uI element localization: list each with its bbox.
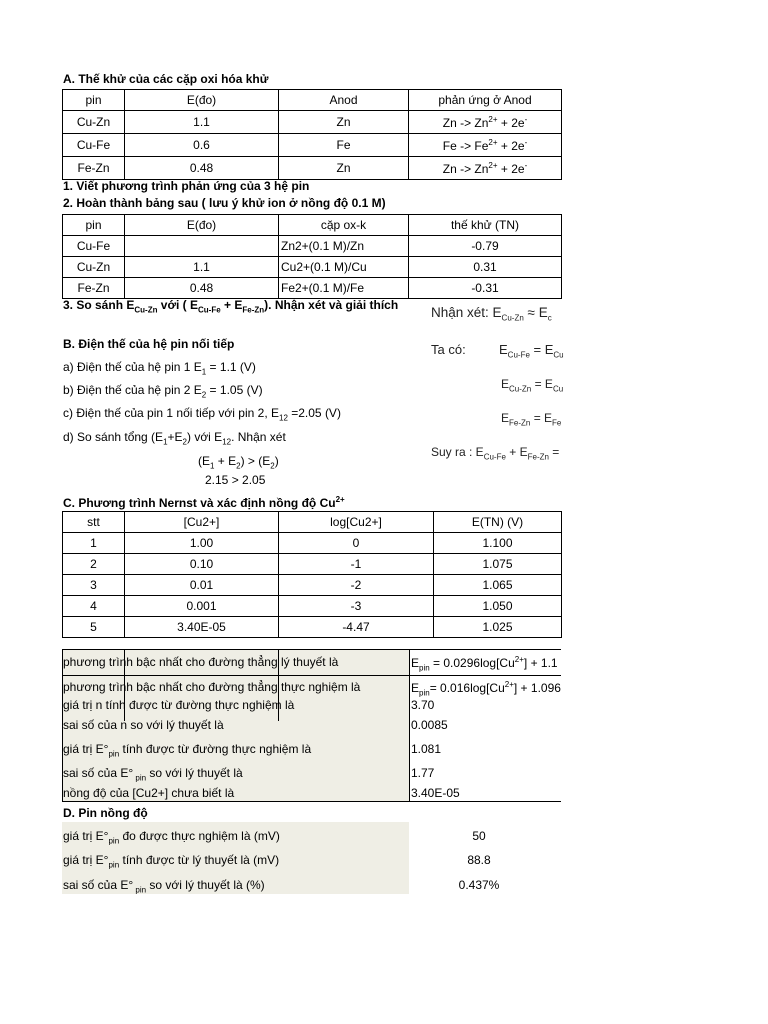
cell-e [125, 236, 279, 257]
column-header: pin [63, 215, 125, 236]
column-header: stt [63, 512, 125, 533]
b-text: c) Điện thế của pin 1 nối tiếp với pin 2, E [63, 406, 279, 420]
rxn-sup: - [524, 137, 528, 147]
rl-text: so với lý thuyết là [146, 766, 243, 780]
result-value: 1.081 [411, 742, 442, 756]
b-item-d [63, 430, 286, 446]
dl-text: đo được thực nghiệm là (mV) [119, 829, 280, 843]
result-label [63, 766, 243, 782]
cell-reaction [409, 111, 562, 134]
ineq-text: ) > (E [240, 454, 271, 468]
column-header: E(đo) [125, 90, 279, 111]
eq-sub: Cu-Zn [509, 384, 532, 394]
suyra-text: + E [505, 445, 528, 459]
rv-text: ] + 1.1 [523, 656, 558, 670]
b-text: ) với E [186, 430, 223, 444]
cell-potential: 0.31 [409, 257, 562, 278]
inequality-1 [198, 454, 279, 470]
b-sub: 2 [182, 437, 187, 447]
eq-text: = E [529, 342, 554, 357]
b-text: . Nhận xét [231, 430, 286, 444]
result-value: 1.77 [411, 766, 435, 780]
b-item-b [63, 383, 263, 399]
eq-sub: Fe [552, 418, 562, 428]
table-c-header [63, 512, 562, 533]
section-a-title: A. Thế khử của các cặp oxi hóa khử [63, 72, 269, 86]
d-value: 88.8 [467, 853, 491, 867]
remark-text: ≈ E [523, 305, 548, 320]
cell-e: 0.48 [125, 278, 279, 299]
cell: -1 [279, 554, 434, 575]
rv-text: E [411, 656, 420, 670]
column-header: [Cu2+] [125, 512, 279, 533]
table-a-header [63, 90, 562, 111]
cell-pair: Cu2+(0.1 M)/Cu [279, 257, 409, 278]
cell-e: 0.48 [125, 157, 279, 180]
cell-anod: Zn [279, 111, 409, 134]
c-title-text: C. Phương trình Nernst và xác định nồng độ Cu [63, 496, 336, 510]
ineq-sub: 2 [270, 461, 275, 471]
column-header: E(TN) (V) [434, 512, 562, 533]
dl-sub: pin [133, 885, 147, 895]
b-sub: 12 [222, 437, 232, 447]
table-c [62, 511, 562, 638]
b-text: d) So sánh tổng (E [63, 430, 164, 444]
result-label [63, 742, 311, 758]
eq-sub: Cu-Fe [507, 350, 530, 360]
cell: -4.47 [279, 617, 434, 638]
result-value: 3.70 [411, 698, 435, 712]
d-value: 50 [472, 829, 486, 843]
q3-text: với ( E [157, 298, 199, 312]
rxn-text: Zn -> Zn [442, 161, 489, 176]
eq-sub: Cu [552, 384, 564, 394]
results-divider [409, 649, 410, 801]
q3-sub: Cu-Zn [134, 305, 158, 315]
b-text: a) Điện thế của hệ pin 1 E [63, 360, 202, 374]
result-label: nồng độ của [Cu2+] chưa biết là [63, 786, 235, 800]
cell: 0 [279, 533, 434, 554]
cell: -2 [279, 575, 434, 596]
result-value: 3.40E-05 [411, 786, 460, 800]
rv-sup: 2+ [504, 680, 514, 689]
dl-sub: pin [108, 836, 120, 846]
eq-cu-fe [499, 342, 564, 360]
cell-pin: Cu-Fe [63, 134, 125, 157]
ineq-sub: 2 [236, 461, 241, 471]
b-item-a [63, 360, 256, 376]
dl-text: giá trị E° [63, 829, 109, 843]
eq-text: = E [531, 377, 553, 391]
suy-ra [431, 445, 559, 461]
rv-sub: pin [419, 688, 430, 698]
cell: 1.075 [434, 554, 562, 575]
cell: 0.001 [125, 596, 279, 617]
cell-potential: -0.79 [409, 236, 562, 257]
d-label [63, 878, 265, 894]
eq-sub: Cu [553, 350, 564, 360]
rv-sup: 2+ [514, 655, 524, 664]
cell-potential: -0.31 [409, 278, 562, 299]
rxn-sup: 2+ [488, 137, 498, 147]
table-row [63, 134, 562, 157]
cell: 5 [63, 617, 125, 638]
q3-text: 3. So sánh E [63, 298, 135, 312]
section-b-title: B. Điện thế của hệ pin nối tiếp [63, 337, 235, 351]
q3-text: ). Nhận xét và giải thích [264, 298, 399, 312]
rl-text: sai số của E° [63, 766, 134, 780]
taco-label: Ta có: [431, 342, 466, 357]
rl-sub: pin [133, 773, 147, 783]
ineq-text: (E [198, 454, 210, 468]
cell-pin: Cu-Zn [63, 257, 125, 278]
cell: 4 [63, 596, 125, 617]
cell-pair: Fe2+(0.1 M)/Fe [279, 278, 409, 299]
b-sub: 2 [201, 390, 207, 400]
cell-e: 0.6 [125, 134, 279, 157]
result-value [411, 680, 561, 697]
b-sub: 1 [163, 437, 168, 447]
b-text: =2.05 (V) [287, 406, 341, 420]
cell-reaction [409, 157, 562, 180]
rl-text: tính được từ đường thực nghiệm là [119, 742, 312, 756]
rxn-text: + 2e [497, 115, 525, 130]
result-label: giá trị n tính được từ đường thực nghiệm là [63, 698, 295, 712]
table-row [63, 617, 562, 638]
d-label [63, 853, 279, 869]
rxn-sup: - [524, 160, 528, 170]
table-row [63, 157, 562, 180]
b-sub: 12 [279, 413, 288, 423]
cell-pin: Cu-Zn [63, 111, 125, 134]
dl-text: so với lý thuyết là (%) [146, 878, 265, 892]
cell: 0.01 [125, 575, 279, 596]
q3-sub: Cu-Fe [198, 305, 221, 315]
ineq-text: ) [274, 454, 279, 468]
cell: 1.025 [434, 617, 562, 638]
table-row [63, 236, 562, 257]
remark-sub: c [547, 313, 552, 323]
result-value: 0.0085 [411, 718, 448, 732]
cell-e: 1.1 [125, 257, 279, 278]
question-2: 2. Hoàn thành bảng sau ( lưu ý khử ion ở nồng độ 0.1 M) [63, 196, 386, 210]
cell-pin: Fe-Zn [63, 278, 125, 299]
result-label: sai số của n so với lý thuyết là [63, 718, 224, 732]
results-top-border [62, 649, 561, 650]
eq-cu-zn [501, 377, 563, 393]
cell: 1.00 [125, 533, 279, 554]
table-a2 [62, 214, 562, 299]
cell-pin: Fe-Zn [63, 157, 125, 180]
b-text: = 1.1 (V) [206, 360, 256, 374]
table-row [63, 554, 562, 575]
b-text: +E [167, 430, 183, 444]
table-a [62, 89, 562, 180]
rl-sub: pin [108, 749, 120, 759]
cell: 3.40E-05 [125, 617, 279, 638]
suyra-sub: Fe-Zn [527, 452, 549, 462]
result-label: phương trình bậc nhất cho đường thẳng thực nghiệm là [63, 680, 361, 694]
table-row [63, 575, 562, 596]
rv-text: ] + 1.096 [513, 681, 561, 695]
cell-reaction [409, 134, 562, 157]
column-header: Anod [279, 90, 409, 111]
rxn-text: + 2e [497, 161, 525, 176]
cell: 1.100 [434, 533, 562, 554]
table-row [63, 257, 562, 278]
suyra-text: Suy ra : E [431, 445, 484, 459]
rxn-text: + 2e [497, 138, 525, 153]
eq-sub: Fe-Zn [509, 418, 531, 428]
rxn-text: Fe -> Fe [442, 138, 489, 153]
column-header: E(đo) [125, 215, 279, 236]
eq-fe-zn [501, 411, 561, 427]
rxn-text: Zn -> Zn [442, 115, 489, 130]
rxn-sup: 2+ [488, 160, 498, 170]
dl-text: giá trị E° [63, 853, 109, 867]
column-header: log[Cu2+] [279, 512, 434, 533]
column-header: thế khử (TN) [409, 215, 562, 236]
rv-text: = 0.0296log[Cu [429, 656, 515, 670]
q3-text: + E [220, 298, 243, 312]
suyra-sub: Cu-Fe [483, 452, 506, 462]
table-row [63, 111, 562, 134]
rv-text: E [411, 681, 420, 695]
b-text: = 1.05 (V) [206, 383, 263, 397]
result-value [411, 655, 561, 672]
q3-sub: Fe-Zn [242, 305, 265, 315]
cell-pair: Zn2+(0.1 M)/Zn [279, 236, 409, 257]
ineq-text: + E [214, 454, 237, 468]
results-bottom-border [62, 801, 561, 802]
cell-e: 1.1 [125, 111, 279, 134]
cell-anod: Fe [279, 134, 409, 157]
b-item-c [63, 406, 341, 422]
table-row [63, 533, 562, 554]
dl-sub: pin [108, 860, 120, 870]
rxn-sup: 2+ [488, 114, 498, 124]
dl-text: sai số của E° [63, 878, 134, 892]
remark [431, 305, 552, 323]
remark-text: Nhận xét: E [431, 305, 502, 320]
c-title-sup: 2+ [335, 495, 345, 504]
suyra-text: = [548, 445, 560, 459]
cell: 1.050 [434, 596, 562, 617]
column-header: cặp ox-k [279, 215, 409, 236]
eq-text: = E [530, 411, 553, 425]
cell: 0.10 [125, 554, 279, 575]
ineq-sub: 1 [210, 461, 215, 471]
eq-text: E [501, 411, 510, 425]
question-3 [63, 298, 398, 314]
table-row [63, 596, 562, 617]
section-d-title: D. Pin nồng độ [63, 806, 148, 820]
cell: 2 [63, 554, 125, 575]
table-a2-header [63, 215, 562, 236]
b-sub: 1 [201, 367, 207, 377]
cell: -3 [279, 596, 434, 617]
inequality-2: 2.15 > 2.05 [205, 473, 266, 487]
result-label: phương trình bậc nhất cho đường thẳng lý thuyết là [63, 655, 339, 669]
b-text: b) Điện thế của hệ pin 2 E [63, 383, 202, 397]
rv-sub: pin [419, 663, 430, 673]
section-c-title [63, 495, 345, 510]
cell-anod: Zn [279, 157, 409, 180]
rxn-sup: - [524, 114, 528, 124]
dl-text: tính được từ lý thuyết là (mV) [119, 853, 280, 867]
column-header: phản ứng ở Anod [409, 90, 562, 111]
cell-pin: Cu-Fe [63, 236, 125, 257]
eq-text: E [501, 377, 510, 391]
eq-text: E [499, 342, 508, 357]
column-header: pin [63, 90, 125, 111]
rl-text: giá trị E° [63, 742, 109, 756]
question-1: 1. Viết phương trình phản ứng của 3 hệ pin [63, 179, 310, 193]
table-row [63, 278, 562, 299]
rv-text: = 0.016log[Cu [429, 681, 505, 695]
cell: 1.065 [434, 575, 562, 596]
remark-sub: Cu-Zn [501, 313, 524, 323]
d-label [63, 829, 280, 845]
d-value: 0.437% [458, 878, 500, 892]
cell: 3 [63, 575, 125, 596]
results-row-border [62, 675, 561, 676]
cell: 1 [63, 533, 125, 554]
